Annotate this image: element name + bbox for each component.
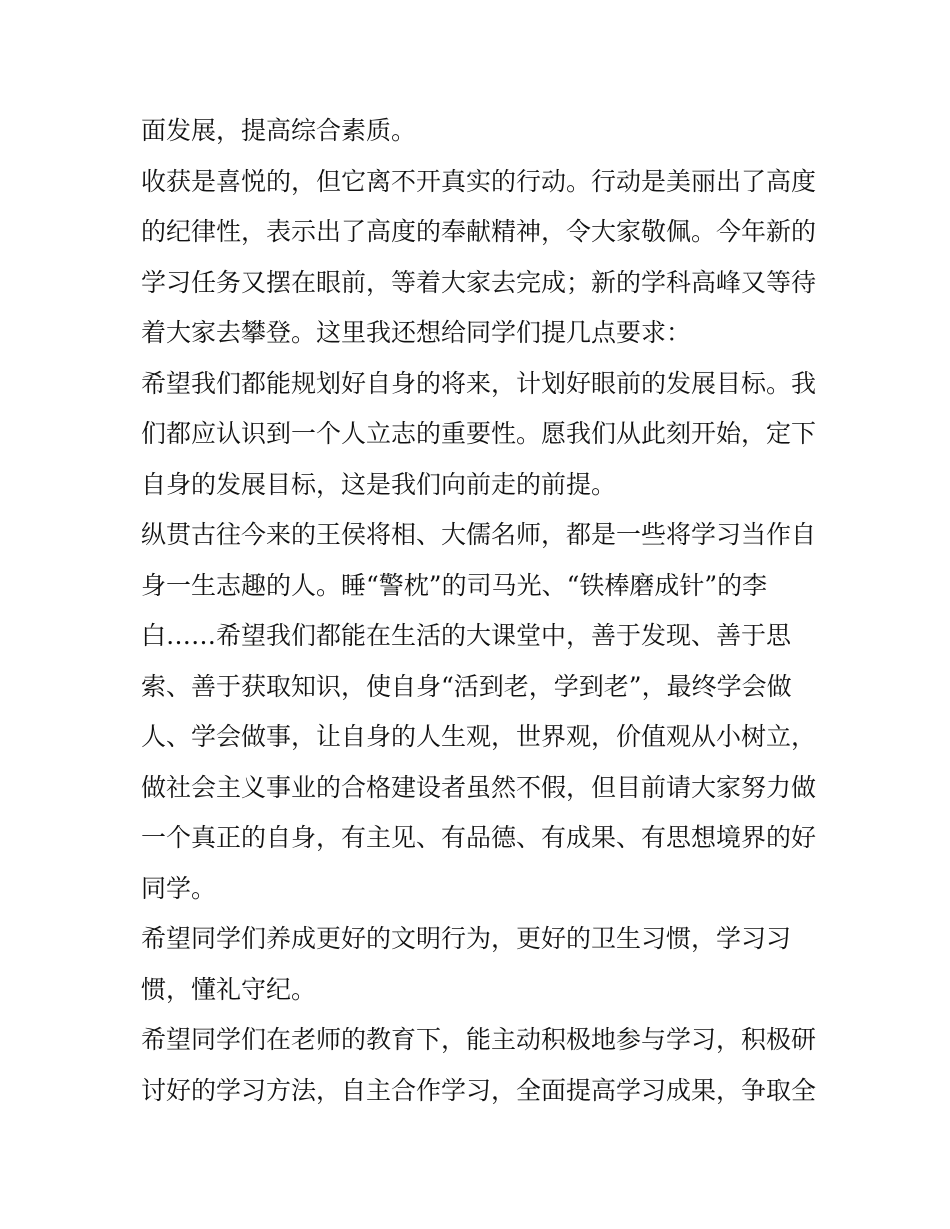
text-line: 希望同学们在老师的教育下，能主动积极地参与学习，积极研 [141,1025,817,1054]
text-line: 面发展，提高综合素质。 [141,116,417,145]
text-line: 人、学会做事，让自身的人生观，世界观，价值观从小树立， [141,722,817,751]
text-line: 们都应认识到一个人立志的重要性。愿我们从此刻开始，定下 [141,419,817,448]
body-text [141,106,821,1116]
text-line: 一个真正的自身，有主见、有品德、有成果、有思想境界的好 [141,823,817,852]
text-line: 同学。 [141,873,217,903]
text-line: 纵贯古往今来的王侯将相、大儒名师，都是一些将学习当作自 [141,520,817,549]
text-line: 讨好的学习方法，自主合作学习，全面提高学习成果，争取全 [141,1075,817,1105]
text-line: 自身的发展目标，这是我们向前走的前提。 [141,469,617,499]
text-line: 身一生志趣的人。睡“警枕”的司马光、“铁棒磨成针”的李 [141,570,768,600]
text-line: 学习任务又摆在眼前，等着大家去完成；新的学科高峰又等待 [141,267,817,297]
text-line: 希望同学们养成更好的文明行为，更好的卫生习惯，学习习 [141,924,792,953]
text-line: 索、善于获取知识，使自身“活到老，学到老”，最终学会做 [141,671,792,701]
text-line: 的纪律性，表示出了高度的奉献精神，令大家敬佩。今年新的 [141,217,817,246]
text-line: 希望我们都能规划好自身的将来，计划好眼前的发展目标。我 [141,368,817,398]
text-line: 收获是喜悦的，但它离不开真实的行动。行动是美丽出了高度 [141,166,817,196]
text-line: 惯，懂礼守纪。 [141,974,317,1004]
text-line: 做社会主义事业的合格建设者虽然不假，但目前请大家努力做 [141,772,817,802]
text-line: 着大家去攀登。这里我还想给同学们提几点要求： [141,318,692,347]
text-line: 白……希望我们都能在生活的大课堂中，善于发现、善于思 [141,621,792,650]
